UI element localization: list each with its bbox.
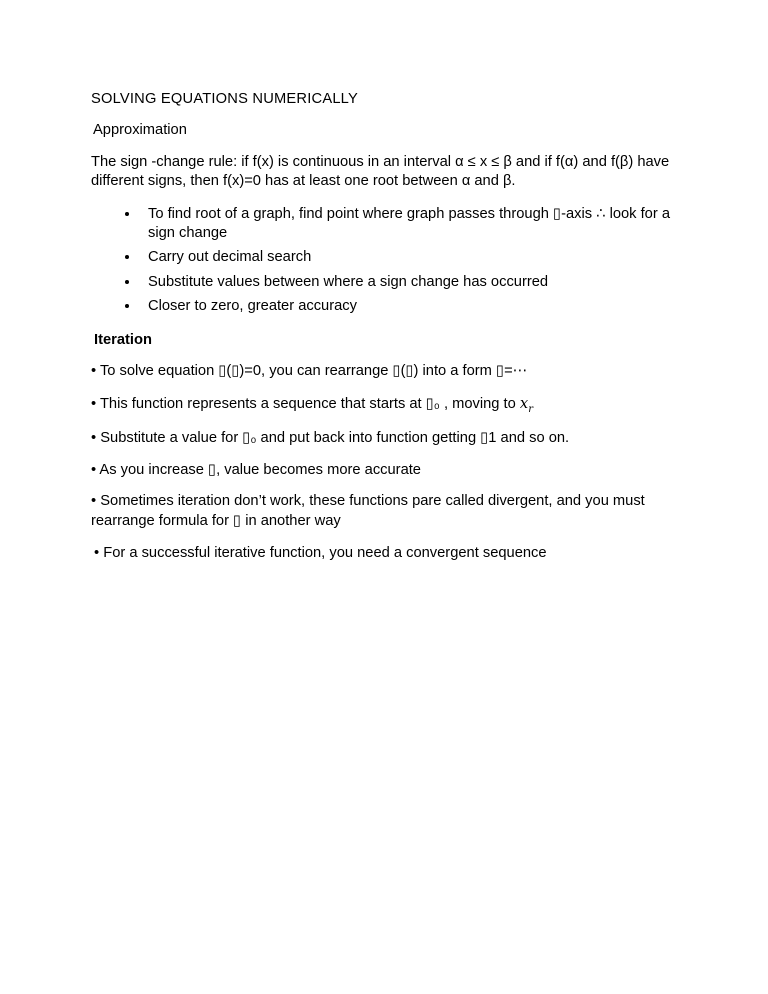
math-variable-x: x [519, 394, 529, 412]
document-title: SOLVING EQUATIONS NUMERICALLY [91, 91, 358, 107]
list-item: • Substitute values between where a sign change has occurred [140, 273, 676, 292]
iteration-point-6: • For a successful iterative function, you need a convergent sequence [94, 544, 547, 561]
iteration-point-5: • Sometimes iteration don’t work, these functions pare called divergent, and you must rearrange formula for ▯ in another way [91, 493, 645, 529]
list-item: • To find root of a graph, find point where graph passes through ▯-axis ∴ look for a sign change [140, 205, 676, 244]
section-approximation-heading: Approximation [93, 122, 187, 139]
list-item: • Closer to zero, greater accuracy [140, 297, 676, 316]
list-item: • Carry out decimal search [140, 248, 676, 267]
section-iteration-heading: Iteration [94, 331, 152, 348]
sign-change-rule-paragraph: The sign -change rule: if f(x) is continuous in an interval α ≤ x ≤ β and if f(α) and f(β) have different signs, then f(x)=0 has at least one root between α and β. [91, 153, 670, 190]
document-body [91, 90, 676, 563]
math-subscript-r: r [528, 403, 533, 415]
iteration-point-1: • To solve equation ▯(▯)=0, you can rearrange ▯(▯) into a form ▯=⋯ [91, 363, 528, 380]
iteration-point-2-text: • This function represents a sequence that starts at ▯₀ , moving to [91, 395, 520, 412]
iteration-point-2 [91, 394, 676, 416]
iteration-point-4: • As you increase ▯, value becomes more accurate [91, 461, 421, 478]
approximation-bullet-list [91, 205, 676, 317]
iteration-point-3: • Substitute a value for ▯₀ and put back into function getting ▯1 and so on. [91, 429, 570, 446]
